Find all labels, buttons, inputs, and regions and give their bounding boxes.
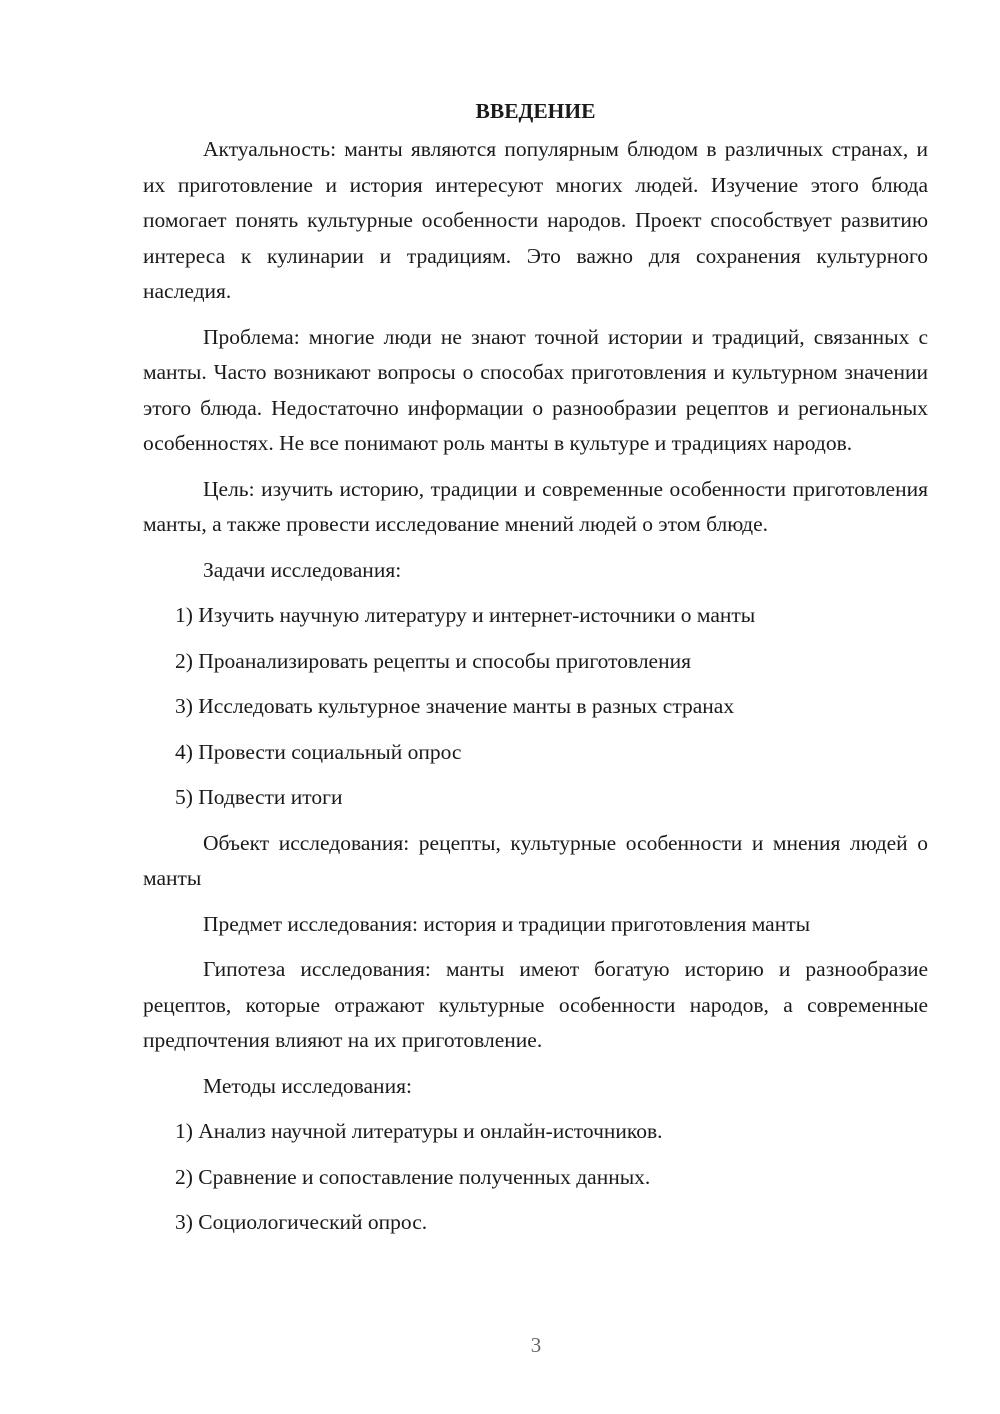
list-item: 2) Сравнение и сопоставление полученных данных. — [175, 1164, 651, 1189]
page-title: ВВЕДЕНИЕ — [475, 99, 596, 123]
page-number: 3 — [530, 1333, 542, 1357]
list-item: 1) Изучить научную литературу и интернет-источники о манты — [175, 603, 756, 627]
list-item: 3) Исследовать культурное значение манты в разных странах — [175, 694, 735, 718]
methods-heading: Методы исследования: — [203, 1073, 412, 1098]
paragraph-relevance: Актуальность: манты являются популярным блюдом в различных странах, и их приготовление и история интересуют многих людей. Изучение этого блюда помогает понять культурные особенности народов. Проект способствует развитию интереса к кулинарии и традициям. Это важно для сохранения культурного наследия. — [143, 137, 928, 303]
paragraph-problem: Проблема: многие люди не знают точной истории и традиций, связанных с манты. Часто возникают вопросы о способах приготовления и культурном значении этого блюда. Недостаточно информации о разнообразии рецептов и региональных особенностях. Не все понимают роль манты в культуре и традициях народов. — [143, 324, 928, 455]
paragraph-goal: Цель: изучить историю, традиции и современные особенности приготовления манты, а также провести исследование мнений людей о этом блюде. — [143, 476, 928, 536]
methods-list — [143, 1114, 928, 1241]
paragraph-subject: Предмет исследования: история и традиции приготовления манты — [203, 911, 811, 936]
list-item: 5) Подвести итоги — [175, 785, 343, 809]
document-page — [143, 96, 928, 1251]
paragraph-hypothesis: Гипотеза исследования: манты имеют богатую историю и разнообразие рецептов, которые отражают культурные особенности народов, а современные предпочтения влияют на их приготовление. — [143, 957, 928, 1052]
paragraph-object: Объект исследования: рецепты, культурные особенности и мнения людей о манты — [143, 830, 928, 890]
tasks-heading: Задачи исследования: — [203, 557, 402, 582]
list-item: 1) Анализ научной литературы и онлайн-источников. — [175, 1119, 663, 1143]
list-item: 2) Проанализировать рецепты и способы приготовления — [175, 648, 691, 673]
list-item: 3) Социологический опрос. — [175, 1210, 428, 1234]
list-item: 4) Провести социальный опрос — [175, 739, 462, 764]
tasks-list — [143, 598, 928, 816]
